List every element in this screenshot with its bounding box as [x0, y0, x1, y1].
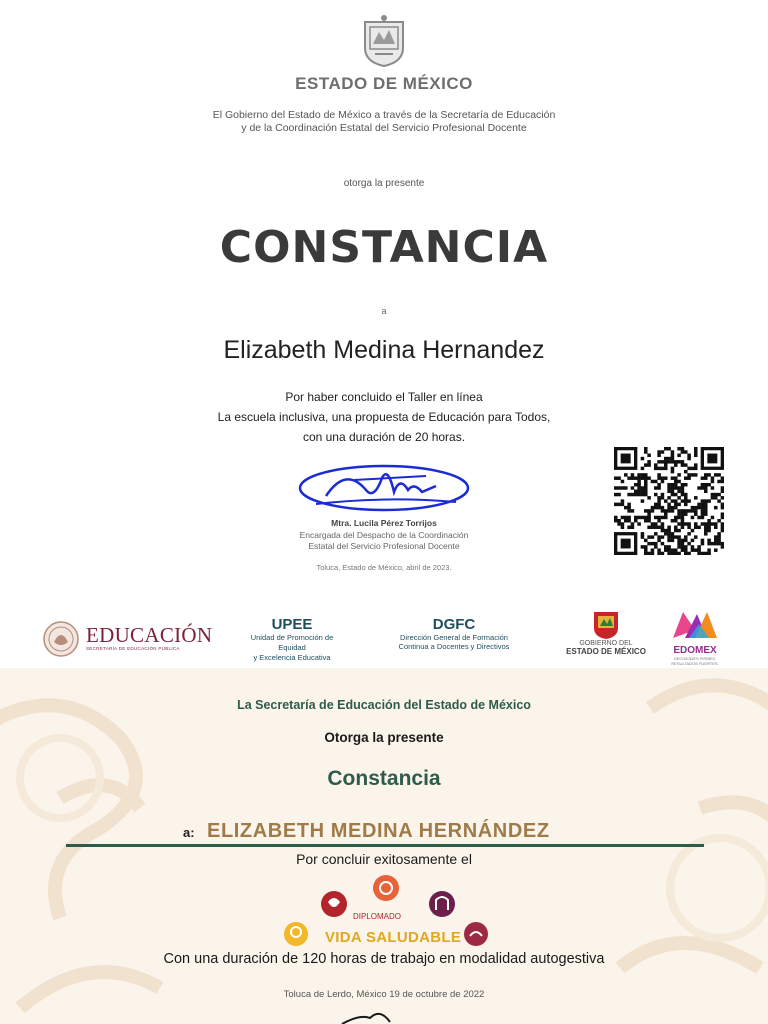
upee-line-1: Unidad de Promoción de Equidad	[250, 633, 334, 652]
concluir-text: Por concluir exitosamente el	[296, 851, 472, 867]
recipient-name-2: ELIZABETH MEDINA HERNÁNDEZ	[207, 820, 550, 842]
qr-code	[614, 447, 724, 555]
otorga-text: otorga la presente	[343, 178, 425, 189]
reason-line-3: con una duración de 20 horas.	[302, 430, 466, 444]
dgfc-logo	[386, 616, 522, 651]
reason-line-2: La escuela inclusiva, una propuesta de Educación para Todos,	[217, 410, 551, 424]
certificate-title: CONSTANCIA	[219, 222, 549, 273]
badge-diplomado: DIPLOMADO	[353, 912, 402, 921]
edomex-logo-icon	[669, 608, 721, 640]
edomex-logo	[664, 608, 726, 666]
dgfc-line-1: Dirección General de Formación	[400, 633, 508, 642]
signature-2	[340, 1004, 410, 1024]
divider-line	[66, 844, 704, 847]
intro-text	[0, 109, 768, 135]
place-date-2: Toluca de Lerdo, México 19 de octubre de 2022	[283, 989, 485, 1000]
upee-logo	[236, 616, 348, 663]
duracion-text: Con una duración de 120 horas de trabajo en modalidad autogestiva	[163, 951, 605, 967]
signer-role-line-1: Encargada del Despacho de la Coordinación	[299, 530, 469, 540]
educacion-subtitle: SECRETARÍA DE EDUCACIÓN PÚBLICA	[86, 646, 180, 651]
dgfc-line-2: Continua a Docentes y Directivos	[398, 642, 510, 651]
upee-title: UPEE	[271, 616, 313, 633]
edomex-title: EDOMEX	[673, 645, 717, 656]
state-title: ESTADO DE MÉXICO	[295, 74, 473, 93]
upee-line-2: y Excelencia Educativa	[253, 653, 331, 662]
dgfc-title: DGFC	[432, 616, 476, 633]
certificate-title-2: Constancia	[327, 767, 441, 790]
educacion-logo-text: EDUCACIÓN	[86, 623, 213, 647]
issuer-heading: La Secretaría de Educación del Estado de México	[237, 698, 531, 712]
edomex-subtitle: DECISIONES FIRMES, RESULTADOS FUERTES.	[671, 656, 719, 666]
a-label: a	[381, 306, 387, 316]
logos-row	[0, 606, 768, 666]
gobierno-line-2: ESTADO DE MÉXICO	[566, 647, 646, 656]
place-date: Toluca, Estado de México, abril de 2023.	[316, 563, 452, 572]
intro-line-1: El Gobierno del Estado de México a través de la Secretaría de Educación	[212, 109, 556, 121]
certificate-2	[0, 668, 768, 1024]
reason-text	[0, 387, 768, 447]
intro-line-2: y de la Coordinación Estatal del Servicio Profesional Docente	[241, 122, 527, 134]
gobierno-logo	[558, 608, 654, 656]
signature	[296, 456, 472, 516]
reason-line-1: Por haber concluido el Taller en línea	[285, 390, 483, 404]
signer-name: Mtra. Lucila Pérez Torrijos	[331, 518, 437, 528]
otorga-text-2: Otorga la presente	[324, 730, 444, 745]
gobierno-line-1: GOBIERNO DEL	[579, 640, 633, 647]
recipient-name: Elizabeth Medina Hernandez	[223, 336, 545, 364]
gobierno-crest-icon	[592, 608, 620, 640]
signer-role-line-2: Estatal del Servicio Profesional Docente	[308, 540, 460, 551]
badge-vida-saludable: VIDA SALUDABLE	[325, 929, 462, 946]
crest-icon	[361, 14, 407, 68]
a-label-2: a:	[183, 825, 195, 840]
sep-eagle-icon	[42, 620, 80, 658]
